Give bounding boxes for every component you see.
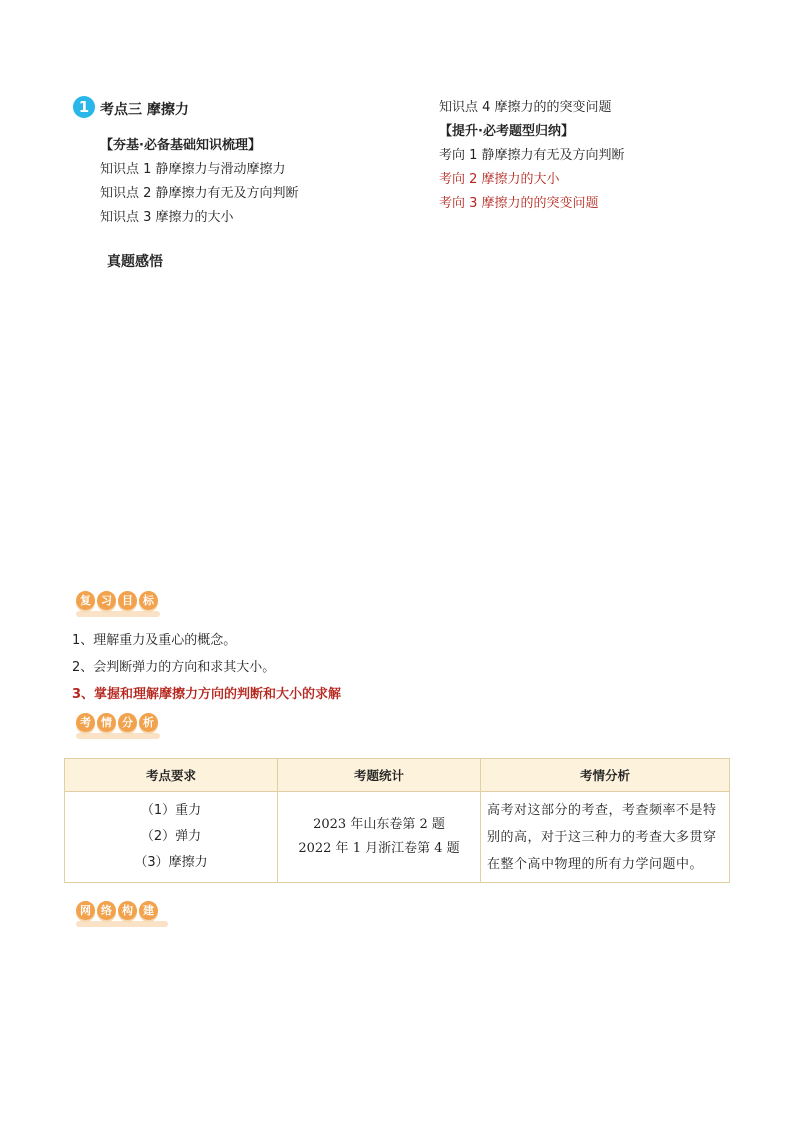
banner-char: 析 (139, 713, 158, 732)
table-header-row (65, 759, 730, 792)
statistic-item: 2023 年山东卷第 2 题 (313, 817, 445, 832)
requirement-item: （3）摩擦力 (134, 855, 208, 870)
table-row (65, 792, 730, 883)
toc-group-title[interactable]: 【夯基·必备基础知识梳理】 (100, 138, 261, 153)
banner-char: 标 (139, 591, 158, 610)
table-header-cell: 考点要求 (65, 759, 278, 792)
toc-group-title[interactable]: 【提升·必考题型归纳】 (439, 124, 574, 139)
toc-item[interactable]: 考向 3 摩擦力的的突变问题 (439, 196, 599, 211)
analysis-banner (76, 713, 158, 732)
section-title: 考点三 摩擦力 (100, 102, 189, 118)
banner-char: 情 (97, 713, 116, 732)
banner-underline (76, 733, 160, 739)
banner-underline (76, 921, 168, 927)
toc-item[interactable]: 知识点 4 摩擦力的的突变问题 (439, 100, 612, 115)
toc-item[interactable]: 知识点 1 静摩擦力与滑动摩擦力 (100, 162, 286, 177)
banner-char: 络 (97, 901, 116, 920)
toc-item[interactable]: 知识点 2 静摩擦力有无及方向判断 (100, 186, 299, 201)
banner-char: 建 (139, 901, 158, 920)
toc-item[interactable]: 考向 1 静摩擦力有无及方向判断 (439, 148, 625, 163)
requirement-item: （1）重力 (140, 803, 202, 818)
requirement-item: （2）弹力 (140, 829, 202, 844)
toc-item[interactable]: 知识点 3 摩擦力的大小 (100, 210, 234, 225)
real-questions-title[interactable]: 真题感悟 (107, 254, 163, 270)
banner-char: 复 (76, 591, 95, 610)
banner-char: 分 (118, 713, 137, 732)
banner-char: 构 (118, 901, 137, 920)
banner-char: 考 (76, 713, 95, 732)
exam-analysis-table (64, 758, 730, 883)
table-header-cell: 考情分析 (481, 759, 730, 792)
section-number-badge: 1 (73, 96, 95, 118)
banner-underline (76, 611, 160, 617)
review-goal-highlight: 3、掌握和理解摩擦力方向的判断和大小的求解 (72, 687, 342, 702)
toc-item[interactable]: 考向 2 摩擦力的大小 (439, 172, 560, 187)
banner-char: 习 (97, 591, 116, 610)
review-goals-banner (76, 591, 158, 610)
statistic-item: 2022 年 1 月浙江卷第 4 题 (298, 841, 460, 856)
requirements-cell (65, 792, 278, 883)
banner-char: 目 (118, 591, 137, 610)
table-header-cell: 考题统计 (278, 759, 481, 792)
review-goal: 1、理解重力及重心的概念。 (72, 633, 237, 648)
network-banner (76, 901, 158, 920)
analysis-cell: 高考对这部分的考查，考查频率不是特别的高，对于这三种力的考查大多贯穿在整个高中物理的所有力学问题中。 (481, 792, 730, 883)
banner-char: 网 (76, 901, 95, 920)
statistics-cell (278, 792, 481, 883)
review-goal: 2、会判断弹力的方向和求其大小。 (72, 660, 276, 675)
